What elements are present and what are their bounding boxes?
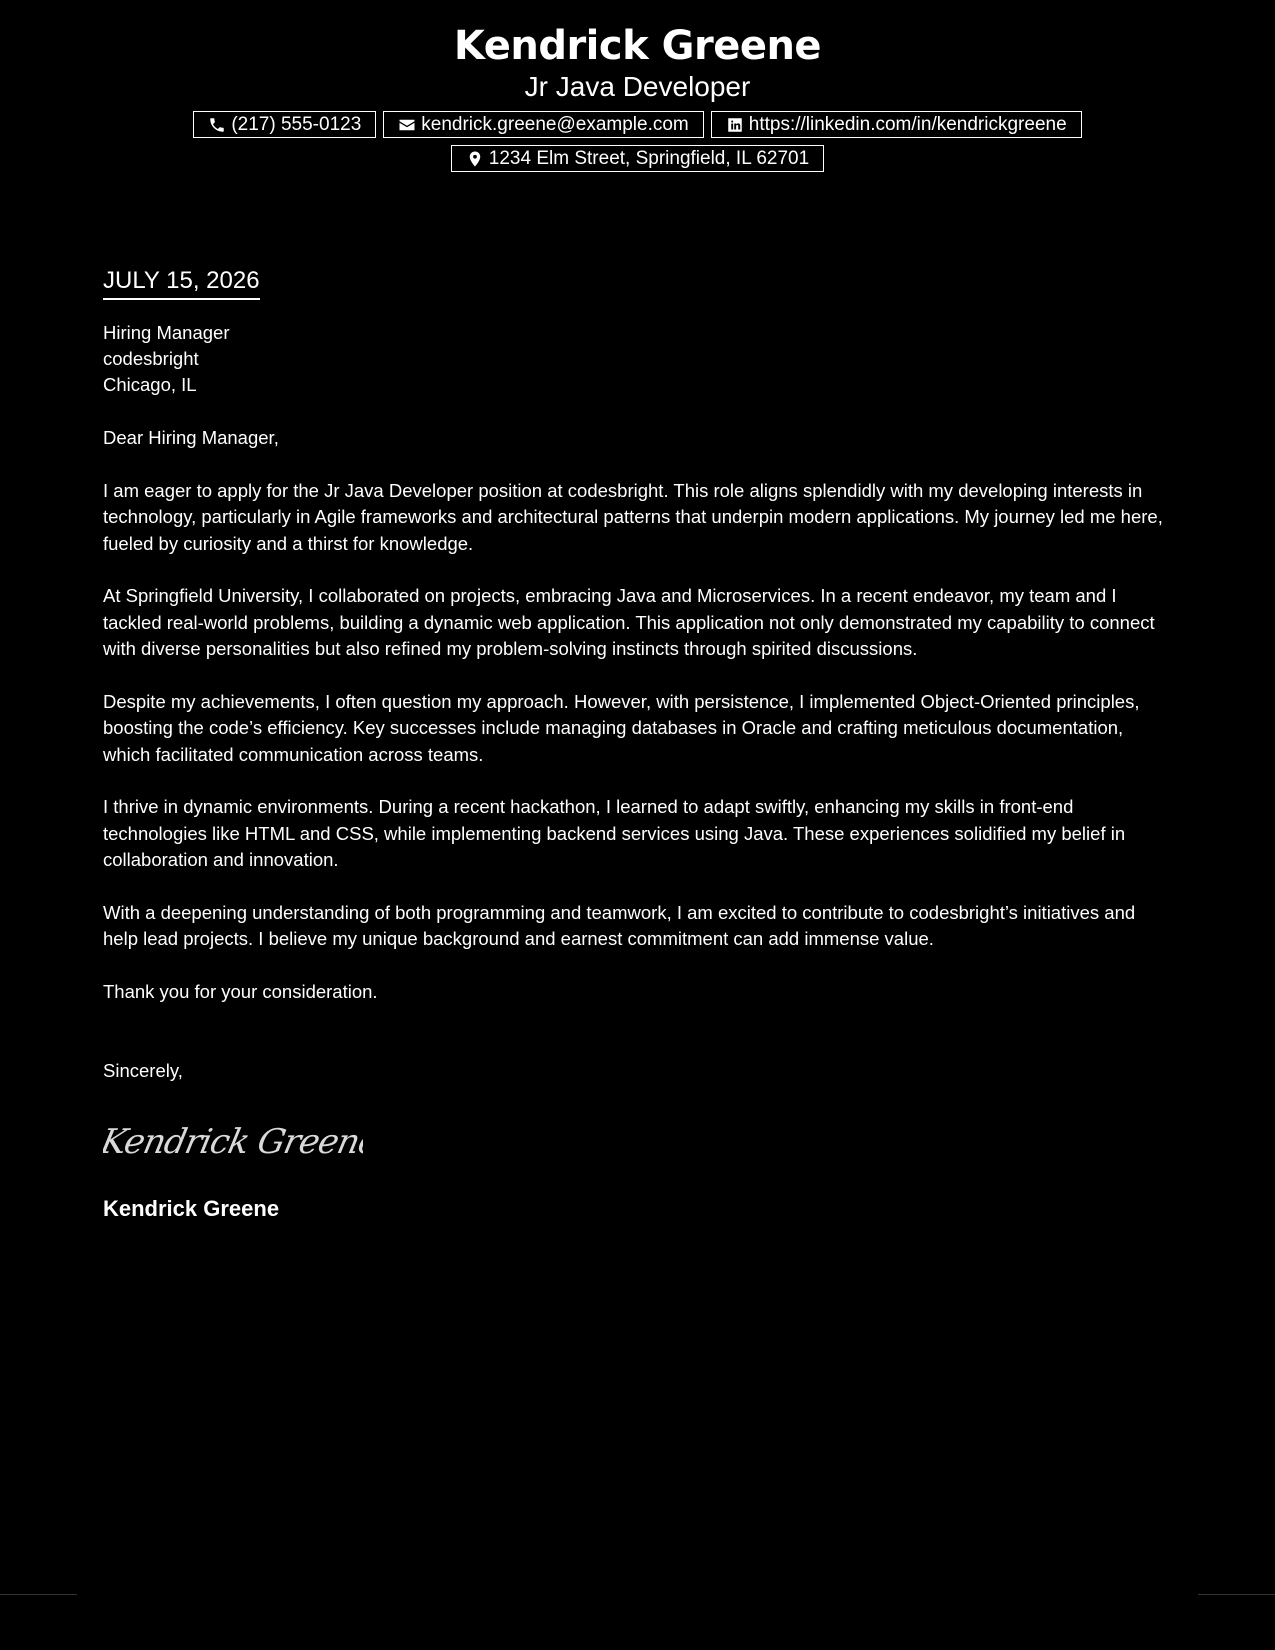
envelope-icon [398,116,416,134]
recipient-location: Chicago, IL [103,374,197,395]
phone-contact[interactable] [193,111,376,138]
greeting: Dear Hiring Manager, [103,427,279,448]
recipient-block [103,320,1173,398]
email-text: kendrick.greene@example.com [421,113,689,135]
paragraph-5: With a deepening understanding of both programming and teamwork, I am excited to contribute to codesbright’s initiatives and help lead projects. I believe my unique background and earnest commitment can add immense value. [103,901,1136,949]
closing: Sincerely, [103,1060,183,1081]
linkedin-icon [726,116,744,134]
footer-divider-right [1198,1594,1275,1595]
paragraph-1: I am eager to apply for the Jr Java Developer position at codesbright. This role aligns splendidly with my developing interests in technology, particularly in Agile frameworks and architectural patterns that underpin modern applications. My journey led me here, fueled by curiosity and a thirst for knowledge. [103,479,1163,554]
letter-date: JULY 15, 2026 [103,264,260,300]
applicant-job-title: Jr Java Developer [524,71,751,102]
recipient-company: codesbright [103,348,199,369]
letter-header [0,22,1275,172]
svg-text:Kendrick Greene: Kendrick Greene [103,1121,363,1162]
letter-body [103,264,1173,1223]
footer-divider-left [0,1594,77,1595]
phone-text: (217) 555-0123 [231,113,362,135]
contact-row [0,111,1275,138]
paragraph-3: Despite my achievements, I often question my approach. However, with persistence, I implemented Object-Oriented principles, boosting the code’s efficiency. Key successes include managing databases in Oracle and crafting meticulous documentation, which facilitated communication across teams. [103,690,1140,765]
email-contact[interactable] [383,111,703,138]
applicant-name: Kendrick Greene [453,23,822,69]
address-contact [451,145,824,172]
paragraph-2: At Springfield University, I collaborated on projects, embracing Java and Microservices. In a recent endeavor, my team and I tackled real-world problems, building a dynamic web application. This application not only demonstrated my capability to connect with diverse personalities but also refined my problem-solving instincts through spirited discussions. [103,585,1155,659]
signed-name: Kendrick Greene [103,1195,280,1221]
handwritten-signature [103,1115,1173,1165]
recipient-role: Hiring Manager [103,322,230,343]
map-marker-icon [466,150,484,168]
thank-you-line: Thank you for your consideration. [103,980,378,1002]
phone-icon [208,116,226,134]
paragraph-4: I thrive in dynamic environments. During a recent hackathon, I learned to adapt swiftly, enhancing my skills in front-end technologies like HTML and CSS, while implementing backend services using Java. These experiences solidified my belief in collaboration and innovation. [103,796,1126,870]
contact-row-2 [0,145,1275,172]
linkedin-text: https://linkedin.com/in/kendrickgreene [748,113,1067,135]
address-text: 1234 Elm Street, Springfield, IL 62701 [488,147,810,169]
linkedin-contact[interactable] [711,111,1082,138]
